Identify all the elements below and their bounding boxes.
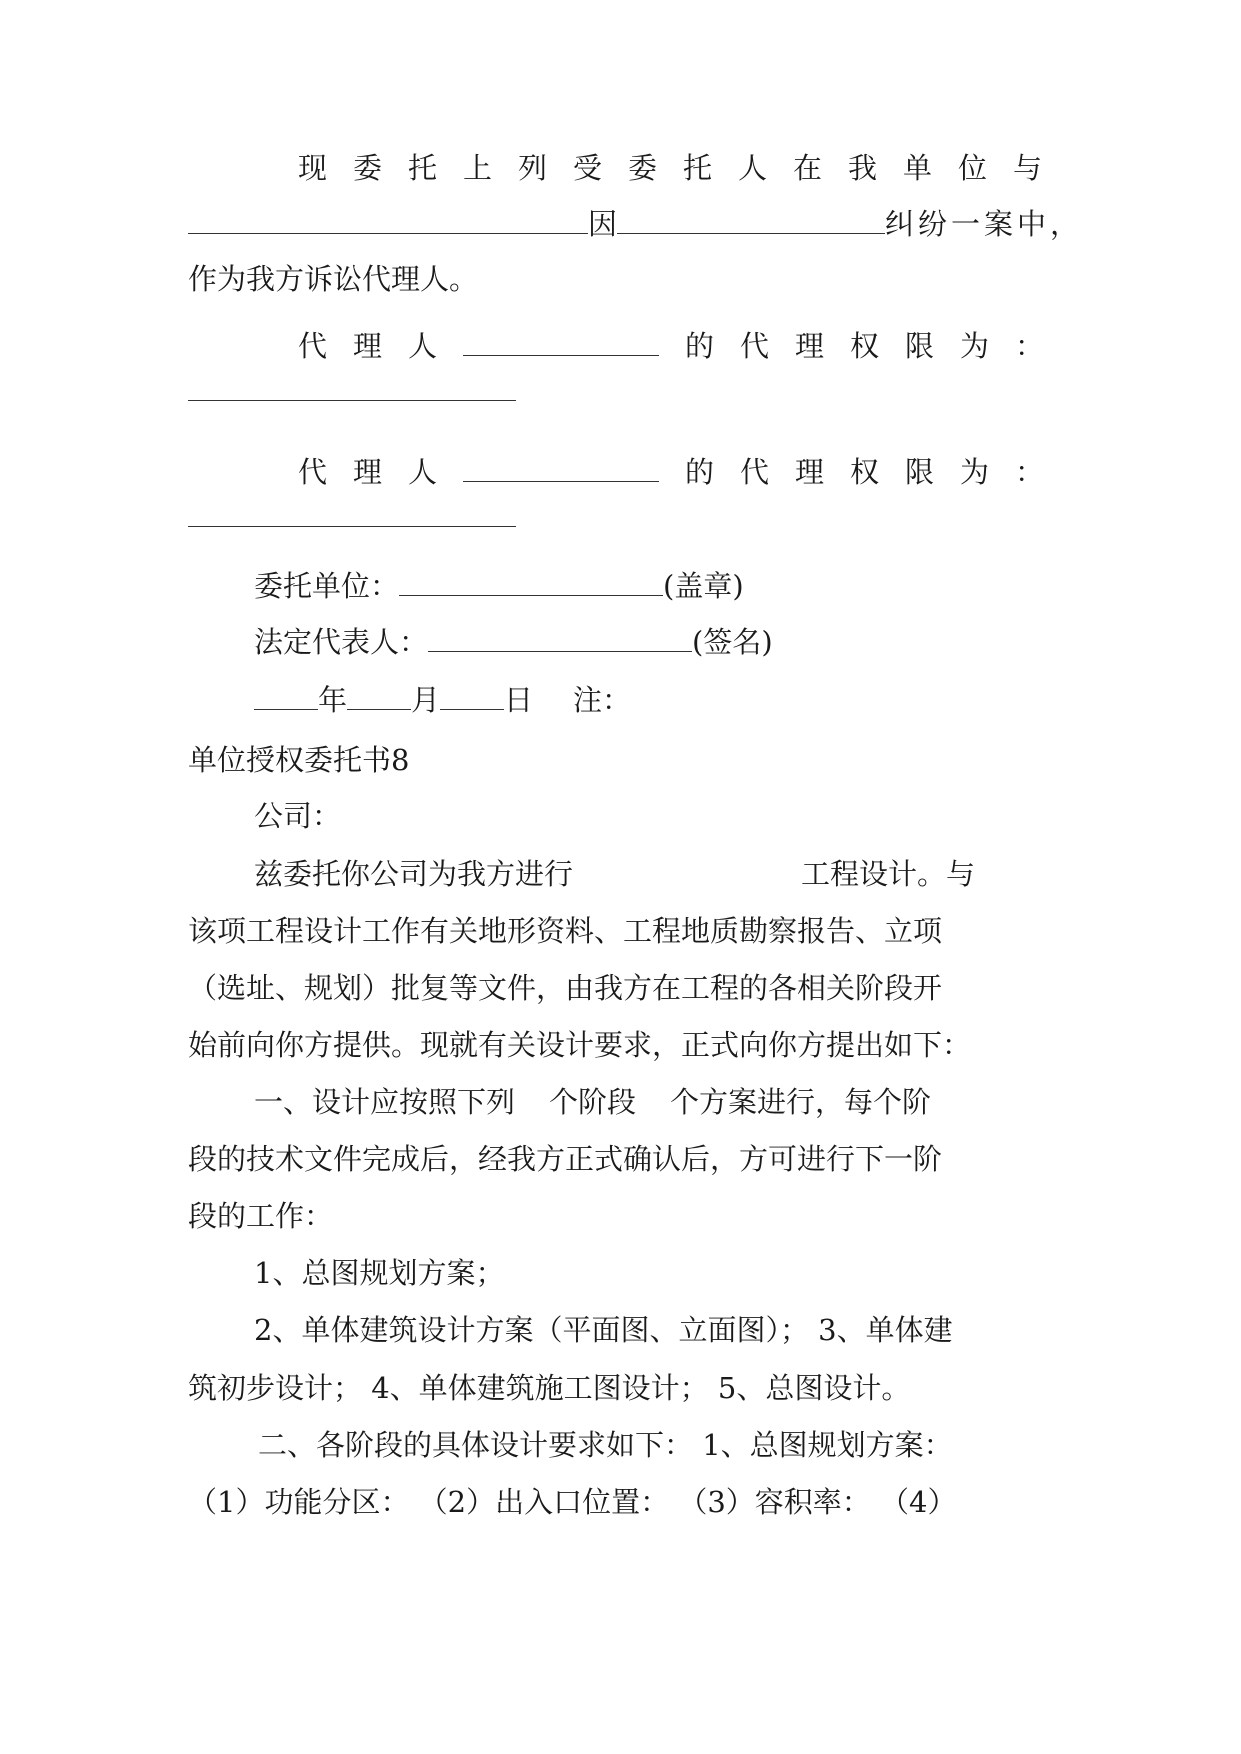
date-year: 年 [318,683,348,717]
rep-label: 法定代表人： [254,625,429,659]
entrust-line-3: 作为我方诉讼代理人。 [188,262,479,296]
blank-field [463,329,659,356]
para2-text-b: 个阶段 [549,1085,637,1119]
para1-line-2: 该项工程设计工作有关地形资料、工程地质勘察报告、立项 [188,914,943,948]
para2-line-1 [254,1082,931,1122]
blank-field [188,207,588,234]
date-month: 月 [411,683,441,717]
para2-text-c: 个方案进行，每个阶 [670,1085,932,1119]
agent-b-label: 代理人 [298,455,464,489]
text-yin: 因 [588,207,618,241]
unit-seal: (盖章) [663,569,744,603]
blank-field [399,569,663,596]
rep-sign: (签名) [692,625,773,659]
section-heading: 单位授权委托书8 [188,743,410,777]
para2-text-a: 一、设计应按照下列 [254,1085,516,1119]
para1-text-a: 兹委托你公司为我方进行 [254,857,574,891]
agent-a-line [298,326,1070,366]
agent-a-limit: 的代理权限为： [685,329,1071,363]
para1-line-1 [254,854,975,894]
blank-field [617,207,885,234]
date-line [254,680,631,720]
note-label: 注： [573,683,632,717]
entrust-line-2 [188,204,1083,244]
para3-line-2: （1）功能分区： （2）出入口位置： （3）容积率： （4） [188,1485,957,1519]
blank-field [254,683,318,710]
entrust-line-1: 现委托上列受委托人在我单位与 [298,151,1069,185]
para1-line-4: 始前向你方提供。现就有关设计要求，正式向你方提出如下： [188,1028,972,1062]
para2-line-3: 段的工作： [188,1199,334,1233]
para1-line-3: （选址、规划）批复等文件，由我方在工程的各相关阶段开 [188,971,943,1005]
blank-field [188,400,516,401]
para1-text-b: 工程设计。与 [801,857,976,891]
para3-line-1: 二、各阶段的具体设计要求如下： 1、总图规划方案： [258,1428,953,1462]
agent-a-label: 代理人 [298,329,464,363]
blank-field [428,625,692,652]
blank-field [440,683,504,710]
item-2-line-2: 筑初步设计； 4、单体建筑施工图设计； 5、总图设计。 [188,1371,911,1405]
blank-field [463,455,659,482]
date-day: 日 [504,683,534,717]
item-1: 1、总图规划方案； [254,1256,505,1290]
company-line: 公司： [254,799,342,833]
agent-b-limit: 的代理权限为： [685,455,1071,489]
blank-field [347,683,411,710]
unit-label: 委托单位： [254,569,400,603]
para2-line-2: 段的技术文件完成后，经我方正式确认后，方可进行下一阶 [188,1142,943,1176]
agent-b-line [298,452,1070,492]
rep-line [254,622,773,662]
text-dispute: 纠纷一案中， [885,207,1084,241]
blank-field [188,526,516,527]
unit-line [254,566,744,606]
item-2-line-1: 2、单体建筑设计方案（平面图、立面图）； 3、单体建 [254,1313,953,1347]
